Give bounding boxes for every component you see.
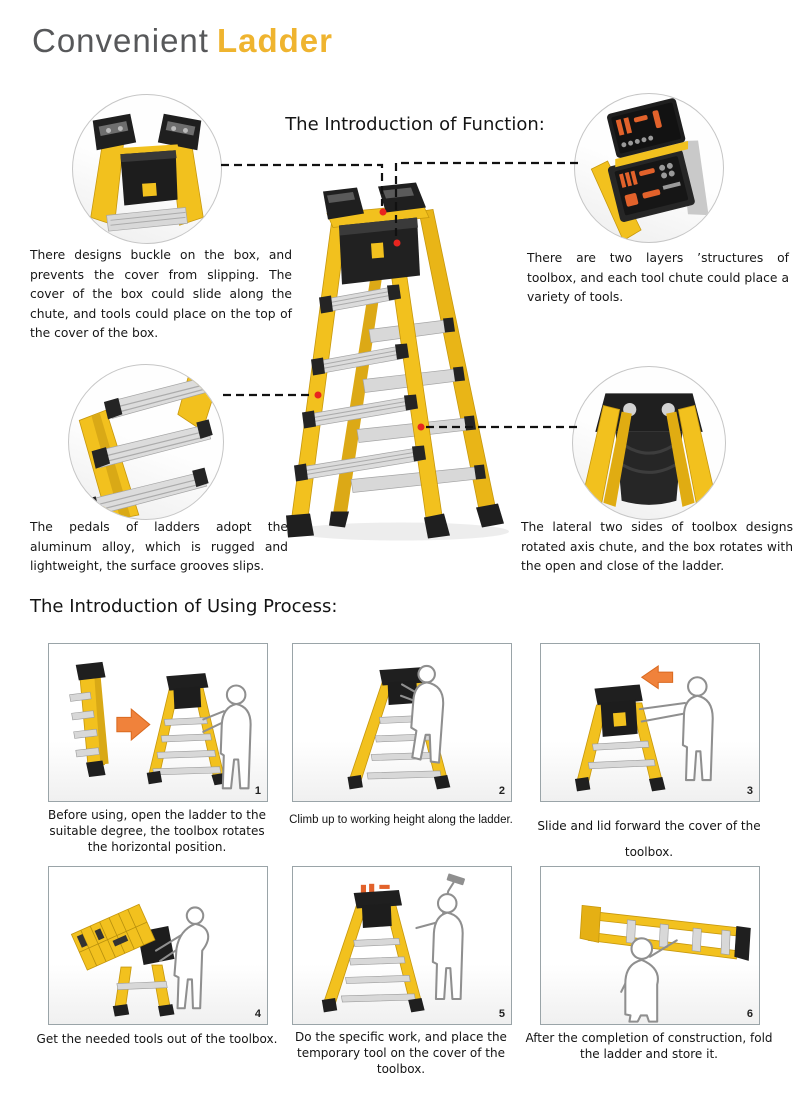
callout-circle-rotated-axis [572, 366, 726, 520]
callout-text-pedals: The pedals of ladders adopt the aluminum alloy, which is rugged and lightweight, the surface grooves slips. [30, 520, 288, 573]
ladder-legs [113, 965, 175, 1016]
ladder-with-toolbox [575, 684, 665, 791]
step-1-image [48, 643, 268, 802]
step-1-illustration [49, 644, 267, 801]
step-number: 4 [254, 1008, 261, 1020]
toolbox-open-closeup-image [575, 94, 723, 242]
function-section-heading: The Introduction of Function: [285, 114, 545, 135]
step-number: 3 [746, 785, 753, 797]
step-5-image [292, 866, 512, 1025]
callout-text-buckle: There designs buckle on the box, and prevents the cover from slipping. The cover of the box could slide along the chute, and tools could place on the top of the cover of the box. [30, 248, 292, 340]
step-4-illustration [49, 867, 267, 1024]
step-number: 1 [254, 785, 261, 797]
step-2-image [292, 643, 512, 802]
aluminum-steps-closeup-image [69, 365, 223, 519]
toolbox-underside-closeup-image [573, 367, 725, 519]
ladder-top-closeup-image [73, 95, 221, 243]
toolbox-cover [71, 904, 155, 970]
step-4-image [48, 866, 268, 1025]
callout-circle-two-layers [574, 93, 724, 243]
step-4-caption: Get the needed tools out of the toolbox. [36, 1032, 278, 1046]
folded-ladder [70, 662, 109, 777]
slide-arrow-icon [642, 666, 673, 689]
ladder-illustration [283, 181, 523, 547]
page-title-primary: Convenient [32, 22, 209, 59]
person-figure [416, 875, 464, 999]
step-number: 2 [498, 785, 505, 797]
person-figure [621, 938, 677, 1021]
page-title-accent: Ladder [216, 22, 333, 59]
step-3-caption: Slide and lid forward the cover of the toolbox. [537, 819, 761, 859]
callout-circle-pedals [68, 364, 224, 520]
step-6-illustration [541, 867, 759, 1024]
callout-text-two-layers: There are two layers ’structures of toolbox, and each tool chute could place a variety of tools. [527, 251, 789, 304]
step-3-illustration [541, 644, 759, 801]
step-5-illustration [293, 867, 511, 1024]
process-section-heading: The Introduction of Using Process: [30, 596, 338, 617]
folded-ladder-carried [580, 905, 751, 961]
step-1-caption: Before using, open the ladder to the suitable degree, the toolbox rotates the horizontal position. [48, 808, 266, 854]
step-6-caption: After the completion of construction, fold the ladder and store it. [525, 1031, 773, 1061]
callout-circle-buckle [72, 94, 222, 244]
page-title [32, 22, 333, 60]
step-number: 5 [498, 1008, 505, 1020]
open-arrow-icon [117, 709, 150, 740]
callout-text-rotated-axis: The lateral two sides of toolbox designs rotated axis chute, and the box rotates with the open and close of the ladder. [521, 520, 793, 573]
open-ladder [147, 673, 228, 785]
open-ladder [322, 884, 425, 1013]
step-2-caption: Climb up to working height along the ladder. [289, 814, 513, 826]
step-number: 6 [746, 1008, 753, 1020]
step-2-illustration [293, 644, 511, 801]
step-3-image [540, 643, 760, 802]
step-5-caption: Do the specific work, and place the temporary tool on the cover of the toolbox. [295, 1030, 507, 1076]
ladder-render [283, 181, 523, 547]
step-6-image [540, 866, 760, 1025]
